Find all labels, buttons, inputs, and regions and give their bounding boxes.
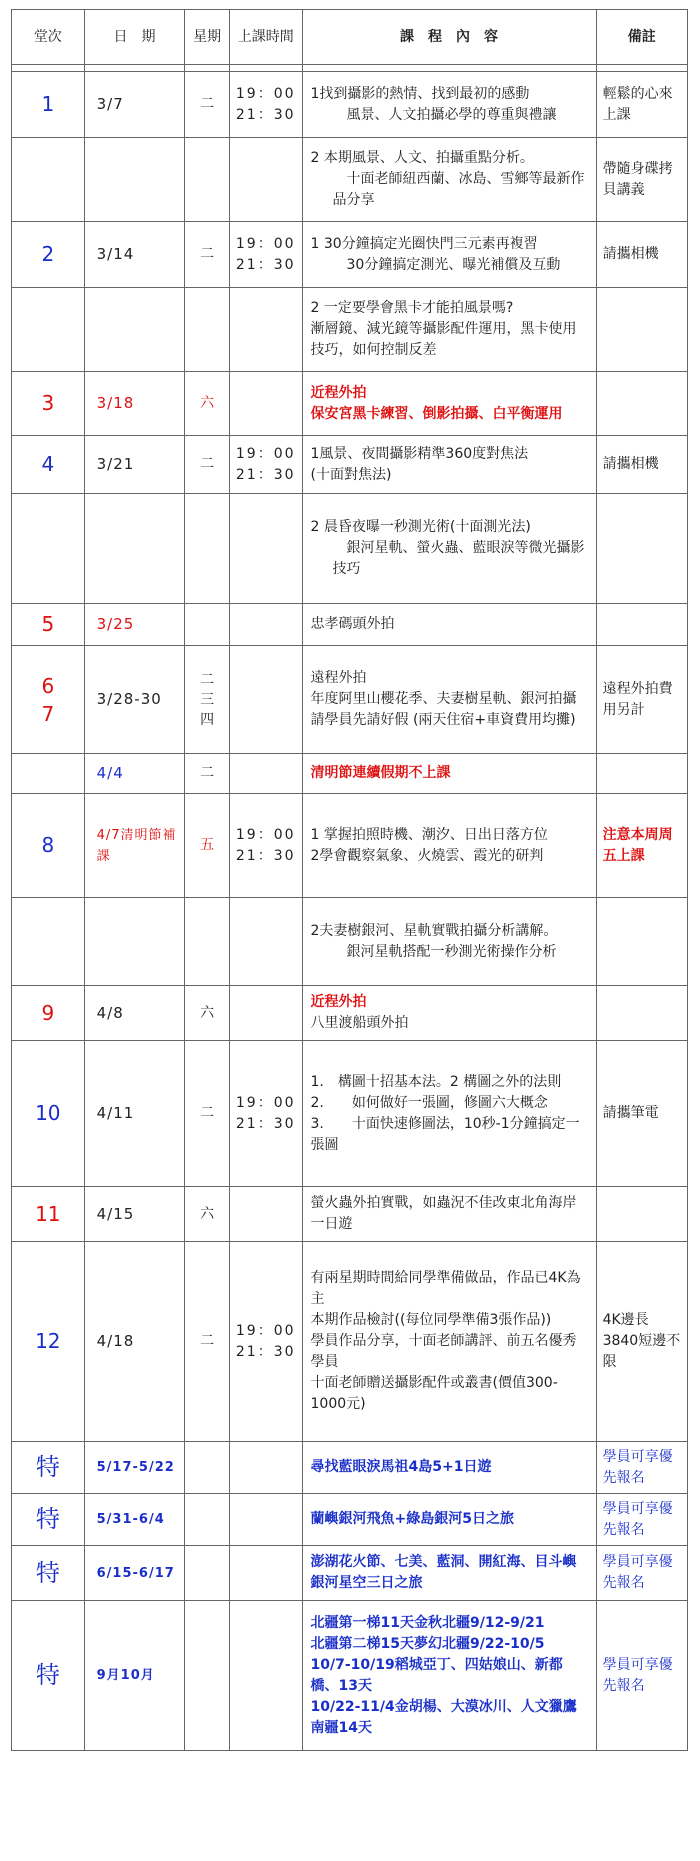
time-end: 21：30	[235, 1343, 296, 1360]
time-end: 21：30	[235, 466, 296, 483]
table-row	[12, 72, 688, 138]
content-line: 八里渡船頭外拍	[310, 1015, 409, 1031]
session-number: 1	[12, 72, 85, 138]
session-time	[229, 1242, 302, 1442]
content-line: 風景、人文拍攝必學的尊重與禮讓	[332, 106, 557, 123]
session-weekday: 六	[185, 986, 230, 1041]
content-line: 1風景、夜間攝影精準360度對焦法	[310, 445, 529, 462]
session-weekday: 六	[185, 372, 230, 436]
session-note: 請攜相機	[596, 222, 687, 288]
session-note: 請攜相機	[596, 436, 687, 494]
session-time	[229, 794, 302, 898]
session-weekday: 二	[185, 1242, 230, 1442]
content-line: 30分鐘搞定測光、曝光補償及互動	[332, 256, 561, 273]
table-row	[12, 1187, 688, 1242]
time-start: 19：00	[235, 1094, 296, 1111]
content-line: 北疆第二梯15天夢幻北疆9/22-10/5	[310, 1635, 545, 1652]
content-line: 2夫妻樹銀河、星軌實戰拍攝分析講解。	[310, 922, 558, 939]
session-note: 4K邊長3840短邊不限	[596, 1242, 687, 1442]
table-row	[12, 1041, 688, 1187]
session-date: 3/7	[84, 72, 185, 138]
session-number: 8	[12, 794, 85, 898]
table-row	[12, 1242, 688, 1442]
content-line: (十面對焦法)	[310, 466, 392, 483]
session-date: 4/11	[84, 1041, 185, 1187]
session-number: 12	[12, 1242, 85, 1442]
content-line: 近程外拍	[310, 994, 367, 1010]
session-note	[596, 288, 687, 372]
content-line: 蘭嶼銀河飛魚+綠島銀河5日之旅	[310, 1511, 514, 1527]
table-row	[12, 1442, 688, 1494]
spacer-row	[12, 65, 688, 72]
content-line: 近程外拍	[310, 384, 367, 401]
session-weekday: 二	[185, 1041, 230, 1187]
session-content	[302, 288, 596, 372]
time-start: 19：00	[235, 826, 296, 843]
content-line: 10/7-10/19稻城亞丁、四姑娘山、新都橋、13天	[310, 1656, 563, 1694]
content-line: 請學員先請好假 (兩天住宿+車資費用均攤)	[310, 712, 576, 728]
content-line: 3. 十面快速修圖法，10秒-1分鐘搞定一張圖	[310, 1115, 580, 1153]
content-line: 1找到攝影的熱情、找到最初的感動	[310, 85, 530, 102]
content-line: 十面老師紐西蘭、冰島、雪鄉等最新作品分享	[332, 171, 585, 208]
session-weekday: 二 三 四	[185, 646, 230, 754]
header-session: 堂次	[12, 10, 85, 65]
content-line: 2. 如何做好一張圖，修圖六大概念	[310, 1094, 548, 1111]
content-line: 1 掌握拍照時機、潮汐、日出日落方位	[310, 826, 548, 843]
session-note: 遠程外拍費用另計	[596, 646, 687, 754]
session-note	[596, 494, 687, 604]
session-number: 5	[12, 604, 85, 646]
time-end: 21：30	[235, 256, 296, 273]
content-line: 本期作品檢討((每位同學準備3張作品))	[310, 1312, 552, 1328]
session-note	[596, 1187, 687, 1242]
session-weekday: 六	[185, 1187, 230, 1242]
table-row	[12, 494, 688, 604]
session-note	[596, 372, 687, 436]
session-note: 學員可享優先報名	[596, 1601, 687, 1751]
session-date: 4/4	[84, 754, 185, 794]
session-content	[302, 138, 596, 222]
time-start: 19：00	[235, 85, 296, 102]
session-date: 4/18	[84, 1242, 185, 1442]
session-time	[229, 436, 302, 494]
content-line: 十面老師贈送攝影配件或叢書(價值300-1000元)	[310, 1375, 558, 1412]
session-content	[302, 1601, 596, 1751]
header-weekday: 星期	[185, 10, 230, 65]
table-row	[12, 288, 688, 372]
session-content	[302, 604, 596, 646]
session-date: 3/28-30	[84, 646, 185, 754]
session-number: 2	[12, 222, 85, 288]
session-number: 10	[12, 1041, 85, 1187]
session-content	[302, 754, 596, 794]
session-content	[302, 898, 596, 986]
table-row	[12, 1601, 688, 1751]
time-start: 19：00	[235, 1322, 296, 1339]
session-number: 9	[12, 986, 85, 1041]
session-number: 特	[12, 1442, 85, 1494]
session-content	[302, 494, 596, 604]
session-note	[596, 604, 687, 646]
session-note: 帶隨身碟拷貝講義	[596, 138, 687, 222]
session-content	[302, 222, 596, 288]
session-weekday: 五	[185, 794, 230, 898]
session-date: 3/14	[84, 222, 185, 288]
session-number	[12, 646, 85, 754]
session-time	[229, 222, 302, 288]
table-row	[12, 1546, 688, 1601]
content-line: 銀河星軌搭配一秒測光術操作分析	[332, 943, 557, 960]
session-note	[596, 754, 687, 794]
content-line: 澎湖花火節、七美、藍洞、開紅海、目斗嶼銀河星空三日之旅	[310, 1554, 577, 1591]
session-number: 3	[12, 372, 85, 436]
session-note: 學員可享優先報名	[596, 1442, 687, 1494]
table-row	[12, 138, 688, 222]
content-line: 忠孝碼頭外拍	[310, 616, 395, 632]
time-end: 21：30	[235, 106, 296, 123]
time-end: 21：30	[235, 847, 296, 864]
session-note: 注意本周周五上課	[596, 794, 687, 898]
table-row	[12, 646, 688, 754]
content-line: 漸層鏡、減光鏡等攝影配件運用，黑卡使用技巧，如何控制反差	[310, 321, 577, 358]
table-row	[12, 754, 688, 794]
content-line: 2學會觀察氣象、火燒雲、霞光的研判	[310, 847, 544, 864]
session-number-6: 6	[41, 673, 55, 698]
table-row	[12, 372, 688, 436]
schedule-table	[11, 9, 688, 1751]
session-content	[302, 1546, 596, 1601]
header-row	[12, 10, 688, 65]
content-line: 1. 構圖十招基本法。2 構圖之外的法則	[310, 1073, 562, 1090]
content-line: 螢火蟲外拍實戰，如蟲況不佳改東北角海岸一日遊	[310, 1195, 577, 1232]
session-note: 學員可享優先報名	[596, 1494, 687, 1546]
content-line: 學員作品分享，十面老師講評、前五名優秀學員	[310, 1333, 577, 1370]
header-content: 課 程 內 容	[302, 10, 596, 65]
session-date: 5/31-6/4	[84, 1494, 185, 1546]
table-row	[12, 1494, 688, 1546]
session-weekday	[185, 604, 230, 646]
content-line: 保安宮黑卡練習、倒影拍攝、白平衡運用	[310, 405, 563, 422]
session-date: 5/17-5/22	[84, 1442, 185, 1494]
session-content	[302, 1494, 596, 1546]
content-line: 2 一定要學會黑卡才能拍風景嗎?	[310, 300, 514, 316]
session-date: 6/15-6/17	[84, 1546, 185, 1601]
content-line: 北疆第一梯11天金秋北疆9/12-9/21	[310, 1614, 545, 1631]
content-line: 2 晨昏夜曝一秒測光術(十面測光法)	[310, 519, 531, 535]
session-date: 4/7清明節補課	[84, 794, 185, 898]
content-line: 銀河星軌、螢火蟲、藍眼淚等微光攝影技巧	[332, 540, 585, 577]
session-number: 特	[12, 1601, 85, 1751]
session-content	[302, 1442, 596, 1494]
session-content	[302, 794, 596, 898]
session-note: 請攜筆電	[596, 1041, 687, 1187]
table-row	[12, 986, 688, 1041]
session-number: 特	[12, 1546, 85, 1601]
schedule-table-wrapper	[11, 9, 688, 1751]
session-note: 輕鬆的心來上課	[596, 72, 687, 138]
session-content	[302, 436, 596, 494]
table-row	[12, 222, 688, 288]
session-time	[229, 72, 302, 138]
content-line: 2 本期風景、人文、拍攝重點分析。	[310, 150, 534, 166]
content-line: 10/22-11/4金胡楊、大漠冰川、人文獵鷹南疆14天	[310, 1698, 577, 1736]
session-content	[302, 1242, 596, 1442]
session-content	[302, 372, 596, 436]
header-date: 日 期	[84, 10, 185, 65]
session-date: 3/21	[84, 436, 185, 494]
table-row	[12, 898, 688, 986]
session-content	[302, 646, 596, 754]
session-weekday: 二	[185, 436, 230, 494]
session-note: 學員可享優先報名	[596, 1546, 687, 1601]
time-start: 19：00	[235, 235, 296, 252]
session-date: 9月10月	[84, 1601, 185, 1751]
session-weekday: 二	[185, 222, 230, 288]
content-line: 遠程外拍	[310, 670, 367, 686]
time-end: 21：30	[235, 1115, 296, 1132]
session-weekday: 二	[185, 754, 230, 794]
table-row	[12, 794, 688, 898]
session-number: 特	[12, 1494, 85, 1546]
session-date: 4/8	[84, 986, 185, 1041]
time-start: 19：00	[235, 445, 296, 462]
content-line: 有兩星期時間給同學準備做品，作品已4K為主	[310, 1270, 581, 1307]
content-line: 1 30分鐘搞定光圈快門三元素再複習	[310, 235, 538, 252]
session-date: 3/18	[84, 372, 185, 436]
session-content	[302, 1187, 596, 1242]
table-row	[12, 436, 688, 494]
session-note	[596, 898, 687, 986]
session-number: 11	[12, 1187, 85, 1242]
session-date: 4/15	[84, 1187, 185, 1242]
content-line: 尋找藍眼淚馬祖4島5+1日遊	[310, 1459, 492, 1475]
session-weekday: 二	[185, 72, 230, 138]
header-time: 上課時間	[229, 10, 302, 65]
header-note: 備註	[596, 10, 687, 65]
session-date: 3/25	[84, 604, 185, 646]
table-row	[12, 604, 688, 646]
session-number: 4	[12, 436, 85, 494]
session-number-7: 7	[41, 701, 55, 726]
session-content	[302, 72, 596, 138]
session-content	[302, 986, 596, 1041]
session-time	[229, 1041, 302, 1187]
content-line: 清明節連續假期不上課	[310, 765, 451, 781]
session-note	[596, 986, 687, 1041]
session-content	[302, 1041, 596, 1187]
content-line: 年度阿里山櫻花季、夫妻樹星軌、銀河拍攝	[310, 691, 577, 707]
